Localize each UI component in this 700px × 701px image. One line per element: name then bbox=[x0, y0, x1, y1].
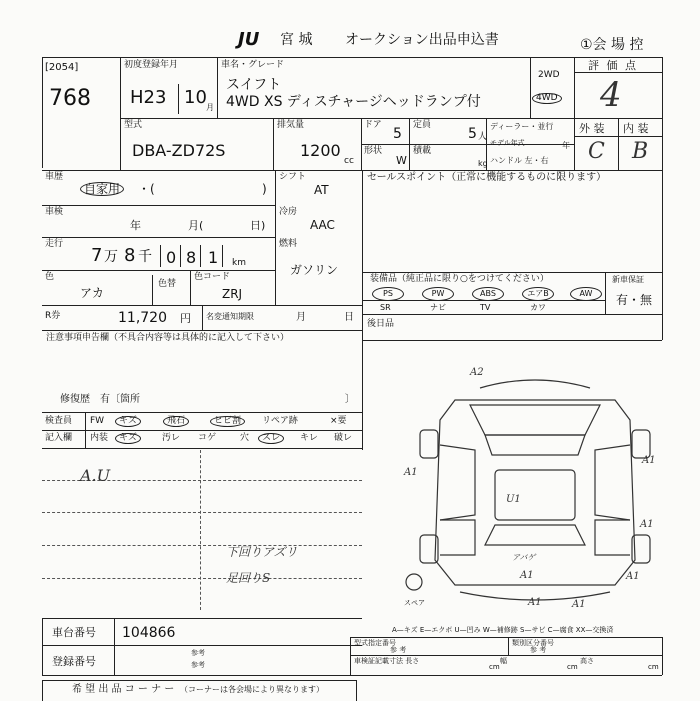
corner-title: 希 望 出 品 コ ー ナ ー bbox=[72, 684, 175, 695]
drive-4wd: 4WD bbox=[532, 93, 562, 104]
notice-month: 月 bbox=[296, 312, 306, 323]
interior-cat-label: 内装 bbox=[90, 433, 109, 443]
width-label: 幅 bbox=[500, 657, 507, 665]
note-underbody: 下回りアズリ bbox=[226, 545, 298, 559]
lot-box bbox=[42, 57, 120, 168]
note-suspension: 足回りS bbox=[226, 571, 271, 585]
notes-label: 注意事項申告欄（不具合内容等は具体的に記入して下さい） bbox=[46, 333, 290, 343]
lot-id: [2054] bbox=[45, 62, 79, 73]
equip-pw: PW bbox=[422, 287, 454, 301]
recycle-label: R券 bbox=[45, 311, 61, 321]
new-car-value: 有・無 bbox=[616, 293, 653, 307]
mark-a2: A2 bbox=[470, 367, 484, 378]
fw-crack: ヒビ割 bbox=[210, 416, 245, 427]
exterior-label: 外 装 bbox=[579, 122, 605, 135]
displacement-unit: cc bbox=[344, 156, 354, 166]
load-label: 積載 bbox=[413, 146, 432, 156]
mileage-sen-unit: 千 bbox=[138, 249, 152, 265]
width-unit: cm bbox=[567, 663, 578, 671]
capacity-label: 定員 bbox=[413, 120, 432, 130]
ju-logo: JU bbox=[238, 29, 260, 50]
interior-label: 内 装 bbox=[623, 122, 649, 135]
mark-a1-rear-right: A1 bbox=[572, 599, 586, 610]
car-name: スイフト bbox=[226, 77, 282, 93]
registration-month-unit: 月 bbox=[206, 103, 214, 112]
int-rub: スレ bbox=[258, 433, 284, 444]
mark-wing: アバゲ bbox=[512, 553, 536, 562]
capacity-unit: 人 bbox=[478, 132, 488, 142]
mark-a1-right-front: A1 bbox=[642, 455, 656, 466]
mark-u1-roof: U1 bbox=[506, 494, 521, 505]
fw-label: FW bbox=[90, 416, 105, 426]
inspection-month: 月( bbox=[188, 219, 204, 232]
form-title: オークション出品申込書 bbox=[345, 32, 499, 48]
mark-a1-rear: A1 bbox=[528, 597, 542, 608]
prefecture: 宮 城 bbox=[280, 32, 313, 48]
recycle-unit: 円 bbox=[180, 312, 191, 325]
aircon-label: 冷房 bbox=[279, 207, 298, 217]
equip-tv: TV bbox=[480, 303, 491, 312]
car-name-label: 車名・グレード bbox=[221, 60, 285, 70]
mark-a1-left: A1 bbox=[404, 467, 418, 478]
fw-repair: リペア跡 bbox=[262, 416, 298, 426]
equip-sr: SR bbox=[380, 303, 391, 312]
interior-grade: B bbox=[632, 139, 649, 164]
reg-ref-1: 参考 bbox=[191, 649, 205, 657]
body: W bbox=[396, 154, 407, 167]
color-change-label: 色替 bbox=[158, 279, 177, 289]
chassis-label: 車台番号 bbox=[52, 626, 96, 639]
notice-label: 名変通知期限 bbox=[206, 312, 254, 321]
int-cut: キレ bbox=[300, 433, 318, 443]
new-car-label: 新車保証 bbox=[612, 275, 644, 284]
int-dirt: 汚レ bbox=[162, 433, 181, 443]
mileage-sen: 8 bbox=[124, 245, 136, 266]
mileage-label: 走行 bbox=[45, 239, 64, 249]
fuel-label: 燃料 bbox=[279, 239, 298, 249]
doors: 5 bbox=[393, 126, 402, 142]
mileage-man: 7 bbox=[91, 245, 103, 266]
equip-ps: PS bbox=[372, 287, 404, 301]
fw-needs: ×要 bbox=[330, 416, 347, 426]
repair-close: 〕 bbox=[345, 394, 355, 405]
dealer-label: ディーラー・並行 bbox=[490, 122, 554, 131]
load-unit: kg bbox=[478, 159, 488, 168]
equip-navi: ナビ bbox=[430, 303, 446, 312]
attachments-label: 後日品 bbox=[367, 319, 395, 329]
model-code: DBA-ZD72S bbox=[132, 141, 226, 160]
inspection-day: 日) bbox=[250, 219, 266, 232]
equipment-label: 装備品（純正品に限り○をつけてください） bbox=[370, 274, 549, 284]
mileage-digit: 8 bbox=[186, 248, 197, 267]
equip-airbag: エアB bbox=[522, 287, 554, 301]
history-close: ) bbox=[262, 182, 267, 196]
int-burn: コゲ bbox=[198, 433, 217, 443]
rating-score: 4 bbox=[600, 75, 622, 115]
doors-label: ドア bbox=[364, 120, 382, 130]
fw-scratch: キズ bbox=[115, 416, 141, 427]
mark-a1-trunk: A1 bbox=[520, 570, 534, 581]
rating-label: 評 価 点 bbox=[588, 59, 638, 72]
height-label: 高さ bbox=[580, 657, 594, 665]
chassis-number: 104866 bbox=[122, 625, 176, 641]
exterior-grade: C bbox=[588, 139, 605, 164]
inspection-year: 年 bbox=[130, 219, 141, 232]
length-unit: cm bbox=[489, 663, 500, 671]
mileage-man-unit: 万 bbox=[104, 249, 118, 265]
color-value: アカ bbox=[80, 286, 104, 300]
int-hole: 穴 bbox=[240, 433, 250, 443]
category-ref: 参 考 bbox=[530, 646, 547, 654]
damage-legend: A—キズ E—エクボ U—凹み W—補修跡 S—サビ C—腐食 XX—交換済 bbox=[392, 626, 614, 634]
handle-label: ハンドル 左・右 bbox=[490, 156, 549, 165]
displacement-label: 排気量 bbox=[277, 120, 305, 130]
notice-day: 日 bbox=[344, 312, 354, 323]
mark-a1-right-bumper: A1 bbox=[626, 571, 640, 582]
lot-number: 768 bbox=[49, 86, 91, 111]
mileage-digit: 0 bbox=[166, 248, 177, 267]
registration-label: 初度登録年月 bbox=[124, 60, 179, 70]
reg-number-label: 登録番号 bbox=[52, 655, 96, 668]
inspector-label-1: 検査員 bbox=[45, 416, 73, 426]
registration-month: 10 bbox=[184, 87, 207, 108]
color-code-label: 色コード bbox=[194, 272, 231, 282]
sales-point-label: セールスポイント（正常に機能するものに限ります） bbox=[367, 172, 607, 183]
capacity: 5 bbox=[468, 126, 477, 142]
model-label: 型式 bbox=[124, 120, 143, 130]
length-label: 車検証記載寸法 長さ bbox=[354, 657, 420, 665]
int-tear: 破レ bbox=[334, 433, 353, 443]
history-value: 自家用 bbox=[80, 182, 124, 196]
corner-note: （コーナーは各会場により異なります） bbox=[180, 685, 324, 694]
car-grade: 4WD XS ディスチャージヘッドランプ付 bbox=[226, 94, 481, 110]
color-label: 色 bbox=[45, 272, 55, 282]
aircon-value: AAC bbox=[310, 218, 335, 232]
repair-history: 修復歴 有〔箇所 bbox=[60, 394, 140, 405]
registration-era: H23 bbox=[130, 87, 167, 108]
fuel-value: ガソリン bbox=[290, 263, 339, 277]
mileage-digit: 1 bbox=[208, 248, 219, 267]
copy-label: ①会 場 控 bbox=[580, 37, 644, 53]
drive-2wd: 2WD bbox=[538, 70, 560, 80]
height-unit: cm bbox=[648, 663, 659, 671]
history-suffix: ・( bbox=[138, 182, 155, 196]
equip-leather: カワ bbox=[530, 303, 546, 312]
inspection-label: 車検 bbox=[45, 207, 64, 217]
mark-a1-right-rear: A1 bbox=[640, 519, 654, 530]
recycle-value: 11,720 bbox=[118, 310, 167, 326]
history-label: 車歴 bbox=[45, 172, 64, 182]
shift-label: シフト bbox=[279, 172, 307, 182]
note-au: A.U bbox=[80, 466, 111, 485]
displacement: 1200 bbox=[300, 141, 341, 160]
shift-value: AT bbox=[314, 183, 329, 197]
fw-chip: 飛石 bbox=[163, 416, 189, 427]
mileage-unit: km bbox=[232, 258, 246, 268]
model-year-unit: 年 bbox=[562, 141, 570, 150]
model-year-label: モデル年式 bbox=[490, 139, 525, 147]
int-scratch: キズ bbox=[115, 433, 141, 444]
inspector-label-2: 記入欄 bbox=[45, 433, 73, 443]
reg-ref-2: 参考 bbox=[191, 661, 205, 669]
model-spec-label: 型式指定番号 bbox=[354, 639, 396, 647]
equip-abs: ABS bbox=[472, 287, 504, 301]
category-label: 類別区分番号 bbox=[512, 639, 554, 647]
model-spec-ref: 参 考 bbox=[390, 646, 407, 654]
color-code: ZRJ bbox=[222, 287, 243, 301]
equip-aw: AW bbox=[570, 287, 602, 301]
body-label: 形状 bbox=[364, 146, 383, 156]
spare-label: スペア bbox=[404, 599, 425, 607]
